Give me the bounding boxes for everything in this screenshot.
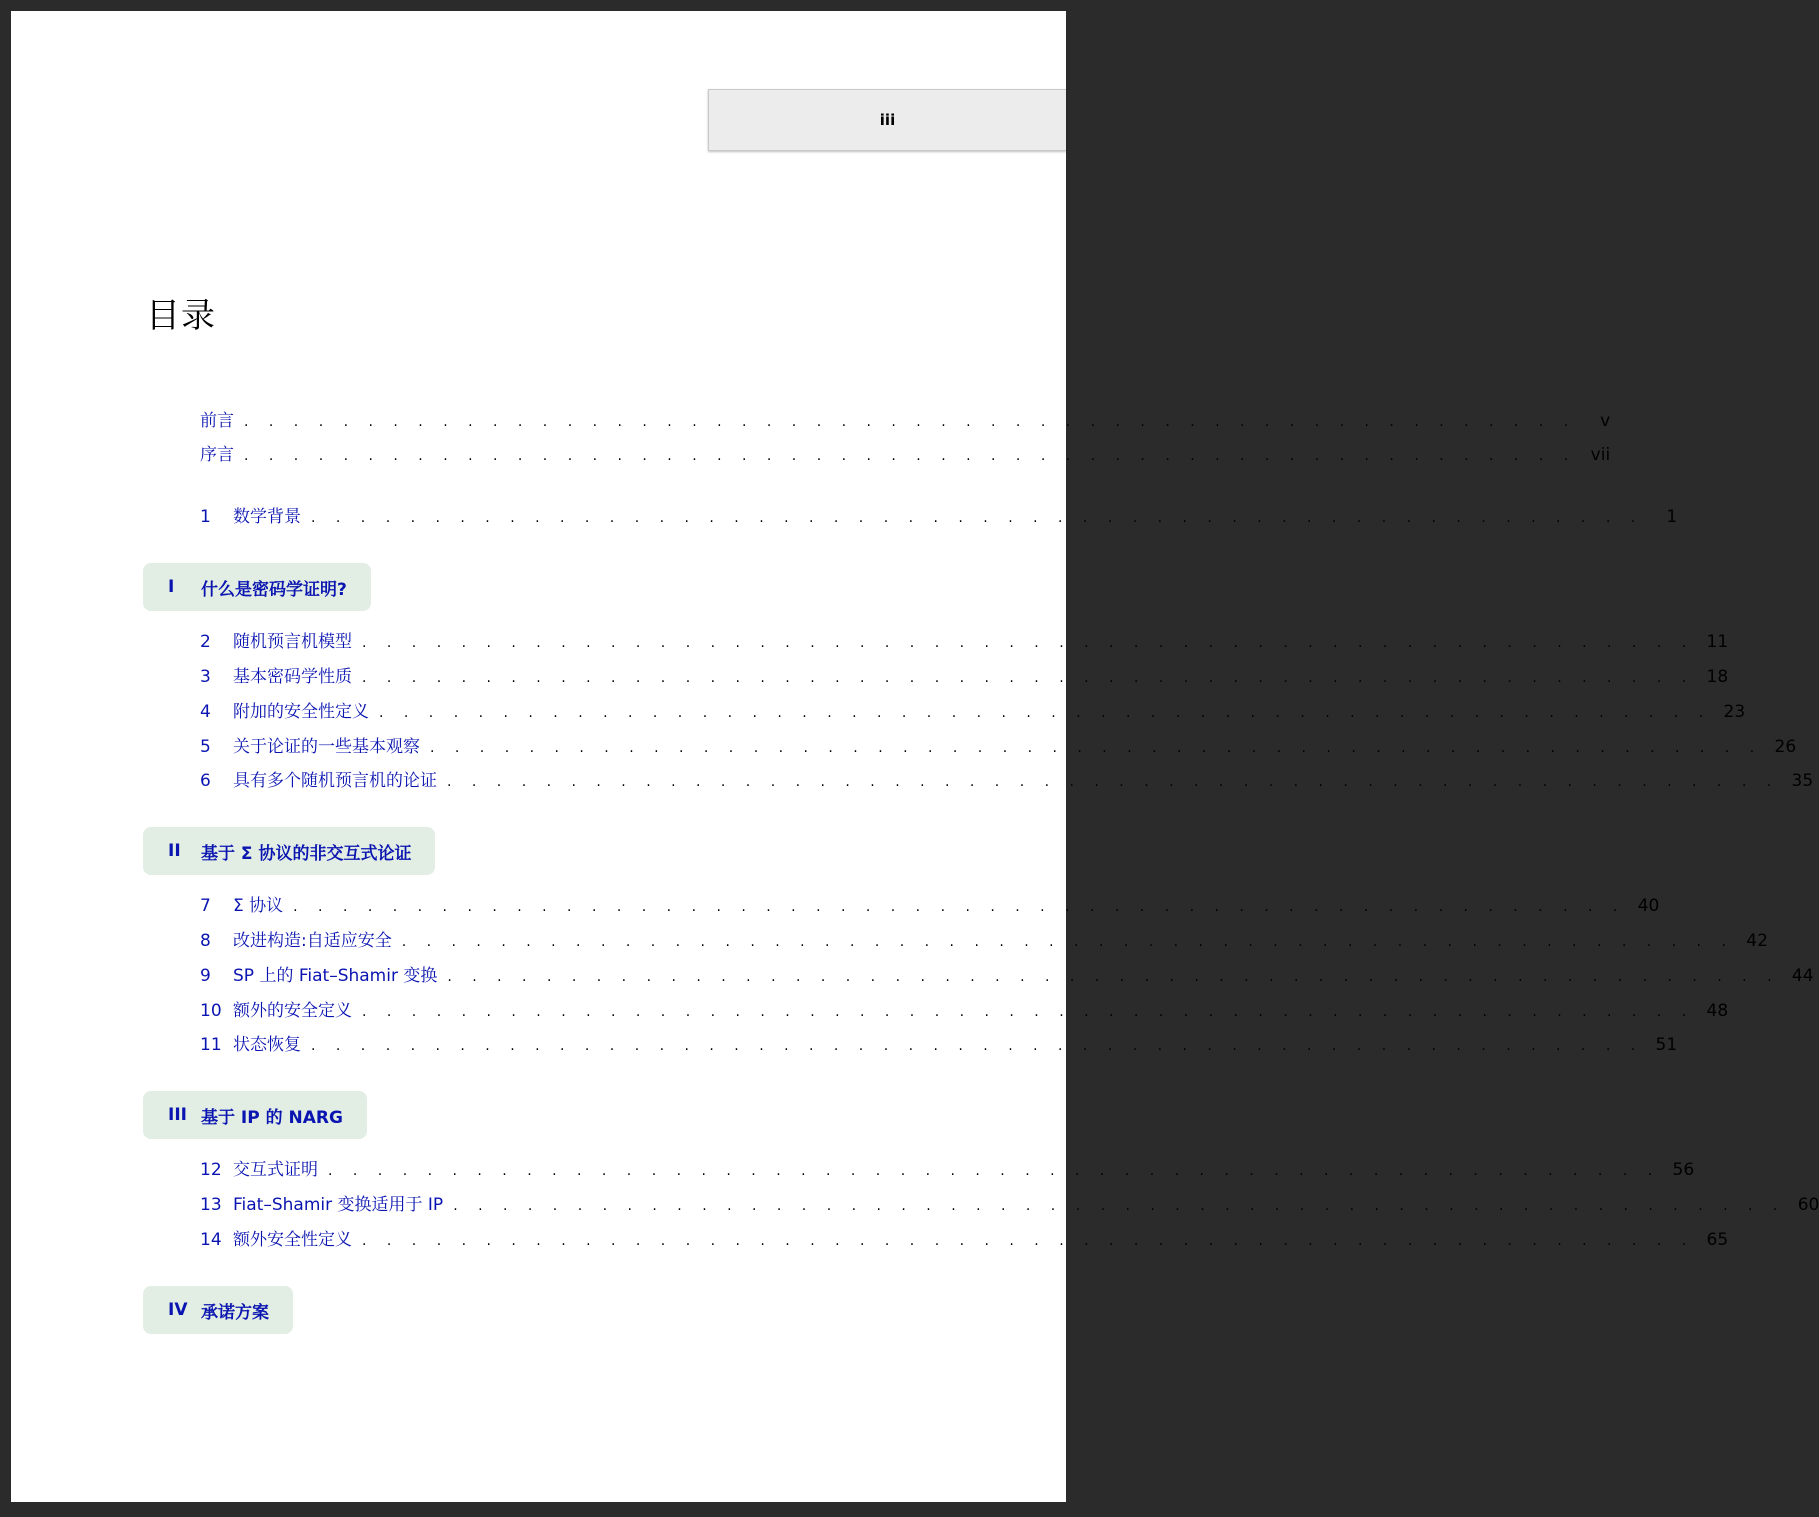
chapter-number: 12 <box>200 1160 222 1180</box>
toc-entry-chapter-8[interactable] <box>200 928 1768 954</box>
toc-part-1[interactable] <box>143 563 371 611</box>
toc-entry-chapter-14[interactable] <box>200 1227 1729 1253</box>
chapter-number: 5 <box>200 737 211 757</box>
toc-entry-page: v <box>1600 411 1611 431</box>
toc-entry-page: 48 <box>1706 1001 1729 1021</box>
toc-title: 目录 <box>146 296 216 336</box>
toc-entry-page: 65 <box>1706 1230 1729 1250</box>
chapter-number: 11 <box>200 1035 222 1055</box>
part-title[interactable]: 基于 Σ 协议的非交互式论证 <box>201 843 412 864</box>
toc-entry-title[interactable]: 数学背景 <box>233 507 301 527</box>
toc-entry-chapter-5[interactable] <box>200 734 1797 760</box>
dot-leader: . . . . . . . . . . . . . . . . . . . . . . . . . . . . . . . . . . . . . . . . . . . . . . . . . . . . . . <box>362 635 1695 651</box>
toc-entry-chapter-3[interactable] <box>200 664 1729 690</box>
toc-entry-page: 18 <box>1706 667 1729 687</box>
toc-part-4[interactable] <box>143 1286 293 1334</box>
dot-leader: . . . . . . . . . . . . . . . . . . . . . . . . . . . . . . . . . . . . . . . . . . . . . . . . . . . . . . <box>311 510 1644 526</box>
toc-entry-title[interactable]: 序言 <box>200 445 234 465</box>
toc-entry-chapter-11[interactable] <box>200 1032 1678 1058</box>
toc-entry-title[interactable]: 前言 <box>200 411 234 431</box>
toc-entry-page: vii <box>1590 445 1611 465</box>
part-title[interactable]: 什么是密码学证明? <box>201 579 347 600</box>
toc-entry-chapter-6[interactable] <box>200 768 1814 794</box>
part-number: IV <box>168 1300 188 1320</box>
toc-entry-page: 26 <box>1774 737 1797 757</box>
part-number: III <box>168 1105 187 1125</box>
toc-entry-page: 1 <box>1666 507 1678 527</box>
chapter-number: 9 <box>200 966 211 986</box>
chapter-number: 4 <box>200 702 211 722</box>
toc-entry-title[interactable]: 基本密码学性质 <box>233 667 352 687</box>
dot-leader: . . . . . . . . . . . . . . . . . . . . . . . . . . . . . . . . . . . . . . . . . . . . . . . . . . . . . . <box>362 1233 1695 1249</box>
toc-entry-page: 23 <box>1723 702 1746 722</box>
toc-entry-chapter-4[interactable] <box>200 699 1746 725</box>
toc-entry-chapter-1[interactable] <box>200 504 1678 530</box>
part-title[interactable]: 基于 IP 的 NARG <box>201 1107 343 1128</box>
toc-entry-page: 60 <box>1797 1195 1819 1215</box>
toc-entry-title[interactable]: 额外的安全定义 <box>233 1001 352 1021</box>
toc-entry-chapter-2[interactable] <box>200 629 1729 655</box>
dot-leader: . . . . . . . . . . . . . . . . . . . . . . . . . . . . . . . . . . . . . . . . . . . . . . . . . . . . . . <box>244 448 1577 464</box>
dot-leader: . . . . . . . . . . . . . . . . . . . . . . . . . . . . . . . . . . . . . . . . . . . . . . . . . . . . . . <box>447 969 1780 985</box>
toc-entry-chapter-7[interactable] <box>200 893 1660 919</box>
dot-leader: . . . . . . . . . . . . . . . . . . . . . . . . . . . . . . . . . . . . . . . . . . . . . . . . . . . . . . <box>447 774 1780 790</box>
toc-entry-title[interactable]: SP 上的 Fiat–Shamir 变换 <box>233 966 438 986</box>
dot-leader: . . . . . . . . . . . . . . . . . . . . . . . . . . . . . . . . . . . . . . . . . . . . . . . . . . . . . . <box>293 899 1626 915</box>
toc-entry-title[interactable]: 改进构造:自适应安全 <box>233 931 392 951</box>
toc-entry-page: 51 <box>1655 1035 1678 1055</box>
dot-leader: . . . . . . . . . . . . . . . . . . . . . . . . . . . . . . . . . . . . . . . . . . . . . . . . . . . . . . <box>362 670 1695 686</box>
dot-leader: . . . . . . . . . . . . . . . . . . . . . . . . . . . . . . . . . . . . . . . . . . . . . . . . . . . . . . <box>430 740 1763 756</box>
toc-entry-preface[interactable] <box>200 408 1611 434</box>
chapter-number: 14 <box>200 1230 222 1250</box>
toc-entry-chapter-10[interactable] <box>200 998 1729 1024</box>
toc-entry-page: 11 <box>1706 632 1729 652</box>
table-of-contents <box>11 11 1819 1502</box>
dot-leader: . . . . . . . . . . . . . . . . . . . . . . . . . . . . . . . . . . . . . . . . . . . . . . . . . . . . . . <box>379 705 1712 721</box>
toc-entry-title[interactable]: Σ 协议 <box>233 896 284 916</box>
toc-entry-title[interactable]: 额外安全性定义 <box>233 1230 352 1250</box>
toc-entry-chapter-13[interactable] <box>200 1192 1819 1218</box>
toc-entry-title[interactable]: Fiat–Shamir 变换适用于 IP <box>233 1195 444 1215</box>
toc-part-2[interactable] <box>143 827 435 875</box>
chapter-number: 7 <box>200 896 211 916</box>
dot-leader: . . . . . . . . . . . . . . . . . . . . . . . . . . . . . . . . . . . . . . . . . . . . . . . . . . . . . . <box>328 1163 1661 1179</box>
toc-entry-chapter-9[interactable] <box>200 963 1814 989</box>
document-page <box>11 11 1819 1502</box>
toc-entry-title[interactable]: 交互式证明 <box>233 1160 318 1180</box>
toc-entry-foreword[interactable] <box>200 442 1611 468</box>
page-number: iii <box>879 111 896 129</box>
part-number: I <box>168 577 175 597</box>
toc-entry-title[interactable]: 附加的安全性定义 <box>233 702 369 722</box>
part-title[interactable]: 承诺方案 <box>201 1302 269 1323</box>
toc-entry-page: 35 <box>1791 771 1814 791</box>
toc-entry-chapter-12[interactable] <box>200 1157 1695 1183</box>
toc-entry-page: 44 <box>1791 966 1814 986</box>
toc-entry-title[interactable]: 随机预言机模型 <box>233 632 352 652</box>
dot-leader: . . . . . . . . . . . . . . . . . . . . . . . . . . . . . . . . . . . . . . . . . . . . . . . . . . . . . . <box>453 1198 1786 1214</box>
toc-entry-page: 42 <box>1746 931 1768 951</box>
dot-leader: . . . . . . . . . . . . . . . . . . . . . . . . . . . . . . . . . . . . . . . . . . . . . . . . . . . . . . <box>362 1004 1695 1020</box>
chapter-number: 13 <box>200 1195 222 1215</box>
chapter-number: 3 <box>200 667 211 687</box>
toc-entry-title[interactable]: 状态恢复 <box>233 1035 301 1055</box>
dot-leader: . . . . . . . . . . . . . . . . . . . . . . . . . . . . . . . . . . . . . . . . . . . . . . . . . . . . . . <box>311 1038 1644 1054</box>
toc-entry-page: 40 <box>1637 896 1660 916</box>
chapter-number: 10 <box>200 1001 222 1021</box>
chapter-number: 8 <box>200 931 211 951</box>
toc-entry-page: 56 <box>1672 1160 1695 1180</box>
chapter-number: 1 <box>200 507 211 527</box>
toc-entry-title[interactable]: 具有多个随机预言机的论证 <box>233 771 437 791</box>
dot-leader: . . . . . . . . . . . . . . . . . . . . . . . . . . . . . . . . . . . . . . . . . . . . . . . . . . . . . . <box>401 934 1734 950</box>
chapter-number: 2 <box>200 632 211 652</box>
part-number: II <box>168 841 181 861</box>
chapter-number: 6 <box>200 771 211 791</box>
dot-leader: . . . . . . . . . . . . . . . . . . . . . . . . . . . . . . . . . . . . . . . . . . . . . . . . . . . . . . <box>244 414 1577 430</box>
toc-part-3[interactable] <box>143 1091 367 1139</box>
toc-entry-title[interactable]: 关于论证的一些基本观察 <box>233 737 420 757</box>
